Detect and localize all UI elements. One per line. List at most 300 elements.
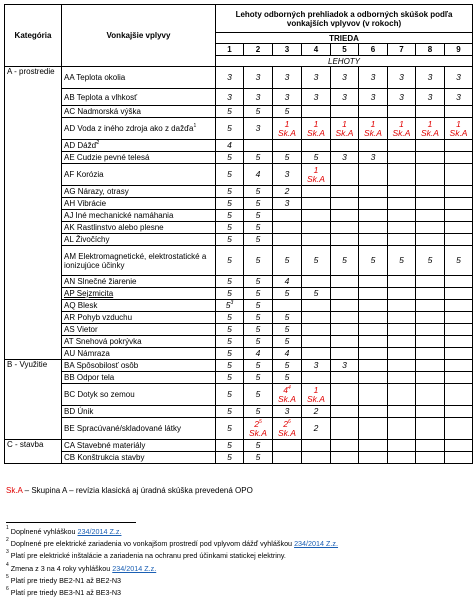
interval-cell [388, 440, 416, 452]
interval-cell: 3 [359, 89, 388, 106]
interval-cell: 5 [216, 452, 244, 464]
interval-cell [445, 222, 473, 234]
influence-label [62, 118, 216, 140]
interval-cell: 5 [273, 372, 302, 384]
interval-cell [445, 336, 473, 348]
interval-cell: 5 [244, 452, 273, 464]
footnote: $^3$ Platí pre elektrické inštalácie a zariadenia na ochranu pred účinkami statickej elektriny. [6, 549, 286, 560]
table-row [5, 210, 473, 222]
interval-cell [416, 106, 445, 118]
influence-text: AP Sejzmicita [64, 289, 114, 298]
interval-cell [331, 452, 359, 464]
influence-label [62, 186, 216, 198]
table-row [5, 67, 473, 89]
interval-cell [331, 186, 359, 198]
table-row [5, 198, 473, 210]
interval-cell: $5^3$ [216, 300, 244, 312]
interval-cell [273, 222, 302, 234]
interval-cell [445, 312, 473, 324]
interval-cell [359, 360, 388, 372]
interval-cell: 5 [244, 300, 273, 312]
interval-cell [445, 360, 473, 372]
interval-cell: 3 [273, 164, 302, 186]
influence-label [62, 234, 216, 246]
interval-cell [273, 210, 302, 222]
interval-cell: 3 [331, 89, 359, 106]
interval-cell: 1 Sk.A [388, 118, 416, 140]
interval-cell [388, 406, 416, 418]
influence-label [62, 288, 216, 300]
interval-cell: 5 [244, 106, 273, 118]
category-cell: C - stavba [5, 440, 62, 464]
col-vonkajsie: Vonkajšie vplyvy [62, 5, 216, 67]
interval-cell: 3 [302, 89, 331, 106]
influence-label [62, 452, 216, 464]
interval-cell [359, 300, 388, 312]
interval-cell: 5 [216, 186, 244, 198]
interval-cell [359, 348, 388, 360]
interval-cell [416, 384, 445, 406]
table-row [5, 360, 473, 372]
interval-cell [359, 140, 388, 152]
table-row [5, 276, 473, 288]
interval-cell [331, 300, 359, 312]
interval-cell [445, 418, 473, 440]
interval-cell: 3 [244, 118, 273, 140]
interval-cell: 5 [244, 222, 273, 234]
interval-cell: 1 Sk.A [302, 118, 331, 140]
interval-cell [416, 324, 445, 336]
interval-cell: 3 [302, 67, 331, 89]
interval-cell [331, 210, 359, 222]
influence-label [62, 348, 216, 360]
interval-cell: 5 [244, 384, 273, 406]
category-cell: B - Využitie [5, 360, 62, 440]
law-link[interactable]: 234/2014 Z.z. [294, 539, 339, 548]
interval-cell: 5 [445, 246, 473, 276]
col-kategoria: Kategória [5, 5, 62, 67]
interval-cell [331, 348, 359, 360]
interval-cell: 5 [244, 186, 273, 198]
interval-cell: 5 [244, 234, 273, 246]
interval-cell [445, 234, 473, 246]
table-row [5, 312, 473, 324]
interval-cell: 5 [244, 276, 273, 288]
interval-cell [331, 418, 359, 440]
interval-cell [445, 210, 473, 222]
influence-label [62, 360, 216, 372]
interval-cell: 5 [273, 312, 302, 324]
interval-cell: 5 [244, 198, 273, 210]
interval-cell: 3 [302, 360, 331, 372]
col-trieda: TRIEDA [216, 33, 473, 44]
influence-label [62, 164, 216, 186]
interval-cell [388, 234, 416, 246]
interval-cell: 3 [359, 152, 388, 164]
interval-cell: 5 [216, 106, 244, 118]
interval-cell [273, 452, 302, 464]
interval-cell: 4 [216, 140, 244, 152]
interval-cell [416, 336, 445, 348]
table-row [5, 336, 473, 348]
interval-cell: 5 [216, 372, 244, 384]
interval-cell [359, 198, 388, 210]
interval-cell [359, 186, 388, 198]
interval-cell [416, 164, 445, 186]
interval-cell: 3 [216, 67, 244, 89]
interval-cell: 5 [216, 152, 244, 164]
interval-cell [445, 348, 473, 360]
influence-label [62, 106, 216, 118]
table-row [5, 118, 473, 140]
interval-cell [331, 288, 359, 300]
interval-cell: 5 [216, 118, 244, 140]
inspection-table [4, 4, 473, 464]
interval-cell: 5 [273, 336, 302, 348]
interval-cell: 3 [388, 67, 416, 89]
interval-cell [416, 276, 445, 288]
interval-cell [388, 384, 416, 406]
interval-cell: 4 [273, 348, 302, 360]
interval-cell: 2 [302, 418, 331, 440]
col-lehoty-title: Lehoty odborných prehliadok a odborných skúšok podľa vonkajších vplyvov (v rokoch) [216, 5, 473, 33]
interval-cell: 3 [273, 198, 302, 210]
interval-cell [359, 276, 388, 288]
interval-cell: 3 [244, 89, 273, 106]
interval-cell [388, 276, 416, 288]
interval-cell [331, 406, 359, 418]
interval-cell [359, 406, 388, 418]
interval-cell: 3 [331, 360, 359, 372]
influence-text: AR Pohyb vzduchu [64, 313, 133, 322]
interval-cell: 1 Sk.A [416, 118, 445, 140]
interval-cell: 1 Sk.A [445, 118, 473, 140]
influence-label [62, 222, 216, 234]
influence-text: AS Vietor [64, 325, 98, 334]
interval-cell [445, 300, 473, 312]
interval-cell [359, 222, 388, 234]
interval-cell [359, 418, 388, 440]
legend-code: Sk.A [6, 486, 23, 495]
interval-cell [302, 234, 331, 246]
interval-cell [388, 348, 416, 360]
interval-cell: 4 [244, 164, 273, 186]
influence-text: AQ Blesk [64, 301, 98, 310]
interval-cell [388, 186, 416, 198]
class-number: 8 [416, 44, 445, 56]
class-number: 2 [244, 44, 273, 56]
table-row [5, 372, 473, 384]
interval-cell: 5 [244, 246, 273, 276]
interval-cell: 5 [244, 324, 273, 336]
interval-cell: 2 [302, 406, 331, 418]
table-row [5, 348, 473, 360]
interval-cell [388, 222, 416, 234]
interval-cell: 3 [445, 89, 473, 106]
interval-cell: 5 [302, 288, 331, 300]
interval-cell: $4^4$ Sk.A [273, 384, 302, 406]
class-number: 1 [216, 44, 244, 56]
table-row [5, 300, 473, 312]
interval-cell [416, 186, 445, 198]
footnote-ref: 1 [193, 123, 197, 129]
interval-cell [388, 336, 416, 348]
interval-cell [302, 372, 331, 384]
interval-cell: 5 [216, 276, 244, 288]
interval-cell: 3 [331, 152, 359, 164]
interval-cell: 5 [331, 246, 359, 276]
interval-cell: 3 [273, 406, 302, 418]
influence-label [62, 372, 216, 384]
interval-cell [388, 372, 416, 384]
interval-cell [416, 406, 445, 418]
influence-text: AA Teplota okolia [64, 73, 126, 82]
interval-cell: $2^6$ Sk.A [273, 418, 302, 440]
interval-cell [388, 152, 416, 164]
interval-cell: 5 [244, 372, 273, 384]
interval-cell [416, 198, 445, 210]
interval-cell [359, 164, 388, 186]
influence-label [62, 276, 216, 288]
footnote: $^2$ Doplnené pre elektrické zariadenia vo vonkajšom prostredí pod vplyvom dážď vyhláškou 234/2014 Z.z. [6, 537, 339, 548]
influence-label [62, 210, 216, 222]
interval-cell [359, 234, 388, 246]
interval-cell: 5 [216, 336, 244, 348]
influence-label [62, 418, 216, 440]
influence-text: BC Dotyk so zemou [64, 390, 135, 399]
law-link[interactable]: 234/2014 Z.z. [77, 527, 122, 536]
interval-cell: 5 [244, 440, 273, 452]
interval-cell [416, 140, 445, 152]
interval-cell [416, 288, 445, 300]
interval-cell: 5 [244, 360, 273, 372]
interval-cell [331, 234, 359, 246]
table-row [5, 406, 473, 418]
footnote: $^4$ Zmena z 3 na 4 roky vyhláškou 234/2014 Z.z. [6, 562, 157, 573]
footnote: $^6$ Platí pre triedy BE3-N1 až BE3-N3 [6, 586, 122, 597]
influence-text: AG Nárazy, otrasy [64, 187, 129, 196]
interval-cell: 5 [273, 152, 302, 164]
legend [6, 486, 253, 495]
interval-cell [388, 210, 416, 222]
interval-cell [445, 276, 473, 288]
interval-cell: 5 [388, 246, 416, 276]
influence-text: AH Vibrácie [64, 199, 107, 208]
influence-label [62, 140, 216, 152]
footnote: $^1$ Doplnené vyhláškou 234/2014 Z.z. [6, 525, 122, 536]
interval-cell [445, 140, 473, 152]
interval-cell [273, 140, 302, 152]
influence-label [62, 336, 216, 348]
interval-cell [445, 406, 473, 418]
interval-cell [388, 106, 416, 118]
interval-cell [359, 324, 388, 336]
interval-cell: 5 [302, 246, 331, 276]
interval-cell: 5 [216, 198, 244, 210]
table-row [5, 152, 473, 164]
interval-cell [244, 140, 273, 152]
influence-label [62, 440, 216, 452]
interval-cell: 5 [244, 152, 273, 164]
influence-text: AD Voda z iného zdroja ako z dažďa [64, 124, 194, 133]
interval-cell [445, 372, 473, 384]
class-number: 3 [273, 44, 302, 56]
interval-cell [273, 234, 302, 246]
interval-cell [331, 222, 359, 234]
interval-cell [445, 186, 473, 198]
interval-cell [416, 360, 445, 372]
interval-cell [359, 336, 388, 348]
interval-cell [302, 324, 331, 336]
interval-cell: 5 [273, 288, 302, 300]
interval-cell: 5 [216, 312, 244, 324]
influence-text: AK Rastlinstvo alebo plesne [64, 223, 164, 232]
influence-text: AF Korózia [64, 170, 104, 179]
interval-cell [331, 276, 359, 288]
interval-cell [359, 384, 388, 406]
interval-cell [302, 106, 331, 118]
interval-cell [416, 312, 445, 324]
interval-cell [331, 384, 359, 406]
interval-cell [359, 210, 388, 222]
influence-text: CA Stavebné materiály [64, 441, 146, 450]
col-lehoty: LEHOTY [216, 56, 473, 67]
influence-label [62, 198, 216, 210]
interval-cell [331, 324, 359, 336]
interval-cell [445, 440, 473, 452]
influence-label [62, 300, 216, 312]
influence-label [62, 324, 216, 336]
interval-cell: 5 [216, 246, 244, 276]
interval-cell [416, 452, 445, 464]
influence-label [62, 312, 216, 324]
interval-cell: 3 [359, 67, 388, 89]
influence-text: AL Živočíchy [64, 235, 110, 244]
law-link[interactable]: 234/2014 Z.z. [112, 564, 157, 573]
class-number: 5 [331, 44, 359, 56]
interval-cell [445, 452, 473, 464]
interval-cell: 5 [273, 360, 302, 372]
interval-cell [302, 198, 331, 210]
interval-cell [359, 372, 388, 384]
interval-cell: 3 [388, 89, 416, 106]
table-row [5, 324, 473, 336]
influence-text: AC Nadmorská výška [64, 107, 141, 116]
interval-cell: 3 [244, 67, 273, 89]
influence-label [62, 246, 216, 276]
interval-cell [445, 288, 473, 300]
category-cell: A - prostredie [5, 67, 62, 360]
interval-cell: 1 Sk.A [273, 118, 302, 140]
interval-cell: 5 [273, 246, 302, 276]
interval-cell [331, 198, 359, 210]
interval-cell [388, 324, 416, 336]
interval-cell: 3 [416, 67, 445, 89]
class-number: 9 [445, 44, 473, 56]
interval-cell [302, 336, 331, 348]
interval-cell [302, 312, 331, 324]
table-row [5, 89, 473, 106]
interval-cell [331, 164, 359, 186]
influence-text: AM Elektromagnetické, elektrostatické a ionizujúce účinky [64, 251, 207, 270]
table-row [5, 384, 473, 406]
interval-cell [302, 186, 331, 198]
influence-text: BB Odpor tela [64, 373, 115, 382]
interval-cell [388, 418, 416, 440]
interval-cell: 3 [273, 67, 302, 89]
influence-label [62, 406, 216, 418]
interval-cell: 5 [244, 288, 273, 300]
influence-label [62, 67, 216, 89]
interval-cell: 3 [331, 67, 359, 89]
interval-cell [359, 452, 388, 464]
influence-text: BA Spôsobilosť osôb [64, 361, 139, 370]
interval-cell [273, 440, 302, 452]
class-number: 6 [359, 44, 388, 56]
interval-cell: 2 [273, 186, 302, 198]
interval-cell: $2^5$ Sk.A [244, 418, 273, 440]
interval-cell [388, 312, 416, 324]
interval-cell [331, 312, 359, 324]
interval-cell [445, 384, 473, 406]
interval-cell: 3 [445, 67, 473, 89]
interval-cell [388, 198, 416, 210]
interval-cell [302, 140, 331, 152]
interval-cell [359, 312, 388, 324]
interval-cell: 5 [302, 152, 331, 164]
interval-cell: 1 Sk.A [359, 118, 388, 140]
interval-cell [302, 276, 331, 288]
interval-cell [273, 300, 302, 312]
interval-cell: 5 [216, 440, 244, 452]
interval-cell [331, 140, 359, 152]
interval-cell [331, 440, 359, 452]
interval-cell: 5 [216, 288, 244, 300]
influence-text: BD Únik [64, 407, 94, 416]
interval-cell [416, 222, 445, 234]
interval-cell [416, 348, 445, 360]
interval-cell: 1 Sk.A [302, 384, 331, 406]
interval-cell [331, 372, 359, 384]
influence-label [62, 384, 216, 406]
table-row [5, 418, 473, 440]
influence-text: AU Námraza [64, 349, 110, 358]
interval-cell [388, 140, 416, 152]
influence-text: AD Dážď [64, 141, 97, 150]
influence-text: AT Snehová pokrývka [64, 337, 142, 346]
interval-cell [302, 452, 331, 464]
interval-cell: 5 [216, 210, 244, 222]
interval-cell [416, 440, 445, 452]
influence-label [62, 152, 216, 164]
interval-cell: 5 [216, 234, 244, 246]
interval-cell [388, 452, 416, 464]
interval-cell [445, 106, 473, 118]
interval-cell [445, 198, 473, 210]
interval-cell [416, 152, 445, 164]
interval-cell [416, 372, 445, 384]
interval-cell: 5 [359, 246, 388, 276]
table-row [5, 440, 473, 452]
interval-cell: 3 [273, 89, 302, 106]
interval-cell [331, 106, 359, 118]
table-row [5, 164, 473, 186]
influence-text: BE Spracúvané/skladované látky [64, 424, 181, 433]
interval-cell [302, 348, 331, 360]
interval-cell: 5 [244, 210, 273, 222]
interval-cell [445, 152, 473, 164]
influence-text: CB Konštrukcia stavby [64, 453, 145, 462]
